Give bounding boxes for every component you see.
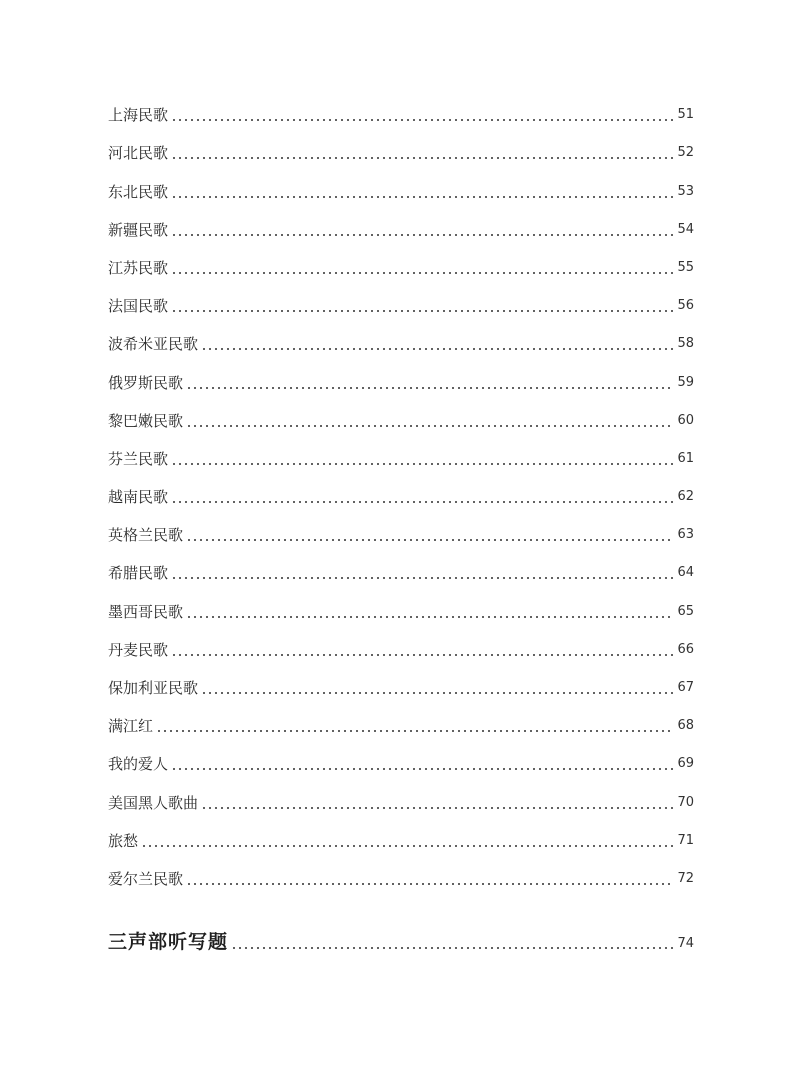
toc-entry[interactable] bbox=[108, 438, 694, 476]
toc-entry[interactable] bbox=[108, 552, 694, 590]
toc-entry-title: 法国民歌 bbox=[108, 297, 169, 316]
dot-leader bbox=[171, 501, 674, 503]
dot-leader bbox=[171, 234, 674, 236]
toc-entry-title: 上海民歌 bbox=[108, 106, 169, 125]
toc-entry-page: 68 bbox=[677, 718, 694, 734]
table-of-contents bbox=[108, 94, 694, 896]
dot-leader bbox=[171, 310, 674, 312]
section-title: 三声部听写题 bbox=[108, 931, 229, 953]
dot-leader bbox=[171, 463, 674, 465]
toc-entry-title: 河北民歌 bbox=[108, 144, 169, 163]
toc-entry-title: 英格兰民歌 bbox=[108, 526, 184, 545]
toc-entry-page: 69 bbox=[677, 756, 694, 772]
toc-entry-title: 丹麦民歌 bbox=[108, 640, 169, 659]
toc-entry[interactable] bbox=[108, 247, 694, 285]
dot-leader bbox=[171, 654, 674, 656]
toc-entry[interactable] bbox=[108, 667, 694, 705]
dot-leader bbox=[186, 387, 674, 389]
toc-entry-page: 55 bbox=[677, 259, 694, 275]
toc-entry[interactable] bbox=[108, 743, 694, 781]
toc-entry[interactable] bbox=[108, 820, 694, 858]
toc-entry-page: 51 bbox=[677, 107, 694, 123]
toc-entry[interactable] bbox=[108, 629, 694, 667]
toc-entry[interactable] bbox=[108, 514, 694, 552]
dot-leader bbox=[171, 577, 674, 579]
toc-entry-page: 67 bbox=[677, 680, 694, 695]
toc-entry-title: 新疆民歌 bbox=[108, 220, 169, 239]
toc-entry[interactable] bbox=[108, 209, 694, 247]
toc-entry-page: 56 bbox=[677, 298, 694, 314]
dot-leader bbox=[186, 425, 674, 427]
toc-entry-page: 70 bbox=[677, 794, 694, 810]
toc-entry-page: 58 bbox=[677, 336, 694, 352]
toc-entry-title: 黎巴嫩民歌 bbox=[108, 411, 184, 430]
dot-leader bbox=[171, 768, 674, 770]
toc-entry-title: 江苏民歌 bbox=[108, 258, 169, 277]
toc-entry[interactable] bbox=[108, 170, 694, 208]
toc-entry-title: 我的爱人 bbox=[108, 755, 169, 774]
toc-entry-title: 越南民歌 bbox=[108, 488, 169, 507]
toc-entry-page: 59 bbox=[677, 374, 694, 390]
toc-entry-page: 66 bbox=[677, 641, 694, 657]
toc-entry-page: 54 bbox=[677, 221, 694, 237]
toc-entry[interactable] bbox=[108, 361, 694, 399]
toc-entry-title: 俄罗斯民歌 bbox=[108, 373, 184, 392]
dot-leader bbox=[201, 807, 674, 809]
section-page: 74 bbox=[677, 936, 694, 951]
dot-leader bbox=[171, 196, 674, 198]
dot-leader bbox=[201, 692, 674, 694]
dot-leader bbox=[141, 845, 674, 847]
toc-entry[interactable] bbox=[108, 590, 694, 628]
toc-entry-title: 东北民歌 bbox=[108, 182, 169, 201]
toc-entry-page: 65 bbox=[677, 603, 694, 619]
toc-entry[interactable] bbox=[108, 132, 694, 170]
toc-entry-page: 64 bbox=[677, 565, 694, 581]
toc-entry-page: 62 bbox=[677, 489, 694, 505]
toc-entry[interactable] bbox=[108, 781, 694, 819]
dot-leader bbox=[186, 539, 674, 541]
dot-leader bbox=[171, 157, 674, 159]
toc-entry-page: 71 bbox=[677, 832, 694, 848]
toc-entry-title: 希腊民歌 bbox=[108, 564, 169, 583]
toc-section-entry[interactable] bbox=[108, 922, 694, 954]
toc-entry[interactable] bbox=[108, 285, 694, 323]
toc-entry[interactable] bbox=[108, 323, 694, 361]
toc-entry-page: 60 bbox=[677, 412, 694, 428]
toc-entry-title: 美国黑人歌曲 bbox=[108, 793, 199, 812]
toc-entry[interactable] bbox=[108, 400, 694, 438]
toc-entry-page: 61 bbox=[677, 450, 694, 466]
dot-leader bbox=[156, 730, 674, 732]
toc-entry-title: 芬兰民歌 bbox=[108, 449, 169, 468]
toc-entry-page: 52 bbox=[677, 145, 694, 161]
dot-leader bbox=[201, 348, 674, 350]
toc-entry-title: 满江红 bbox=[108, 717, 154, 736]
toc-entry-title: 墨西哥民歌 bbox=[108, 602, 184, 621]
toc-entry-page: 53 bbox=[677, 183, 694, 199]
dot-leader bbox=[231, 947, 674, 949]
toc-entry[interactable] bbox=[108, 858, 694, 896]
toc-entry-page: 63 bbox=[677, 527, 694, 543]
dot-leader bbox=[186, 883, 674, 885]
toc-entry[interactable] bbox=[108, 705, 694, 743]
dot-leader bbox=[171, 119, 674, 121]
toc-entry-title: 旅愁 bbox=[108, 831, 139, 850]
toc-entry-page: 72 bbox=[677, 870, 694, 886]
toc-entry-title: 爱尔兰民歌 bbox=[108, 869, 184, 888]
dot-leader bbox=[186, 616, 674, 618]
toc-entry-title: 波希米亚民歌 bbox=[108, 335, 199, 354]
toc-entry[interactable] bbox=[108, 94, 694, 132]
toc-entry-title: 保加利亚民歌 bbox=[108, 679, 199, 697]
dot-leader bbox=[171, 272, 674, 274]
toc-entry[interactable] bbox=[108, 476, 694, 514]
